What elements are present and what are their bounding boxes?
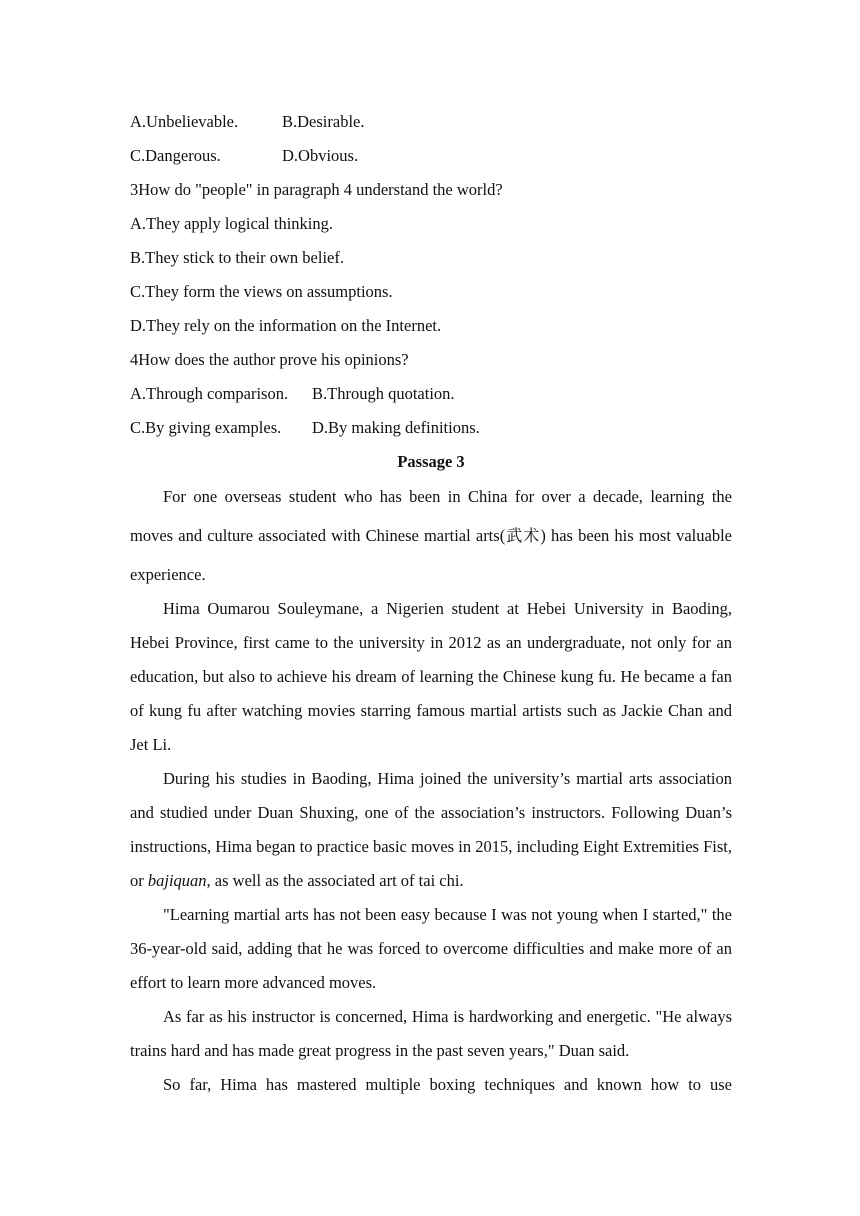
- q4-option-a: A.Through comparison.: [130, 384, 289, 403]
- q3-option-a: A.They apply logical thinking.: [130, 214, 334, 233]
- passage-paragraph-5: As far as his instructor is concerned, Hima is hardworking and energetic. "He always trains hard and has made great progress in the past seven years," Duan said.: [130, 1007, 732, 1060]
- p1-text-start: For one overseas student who has been in China for over a decade, learning the moves and culture associated with Chinese martial arts(: [130, 487, 732, 545]
- passage-paragraph-3: [130, 762, 732, 898]
- passage-title: Passage 3: [397, 452, 465, 471]
- p1-cjk-term: 武术: [505, 526, 541, 545]
- q4-option-b: B.Through quotation.: [312, 384, 455, 403]
- q2-option-c: C.Dangerous.: [130, 146, 221, 165]
- q4-question: 4How does the author prove his opinions?: [130, 350, 409, 369]
- q4-options-row-1: [130, 381, 732, 415]
- p1-text-end: ) has been his most valuable experience.: [130, 526, 732, 584]
- q3-option-d: D.They rely on the information on the Internet.: [130, 316, 442, 335]
- q4-option-d: D.By making definitions.: [312, 418, 480, 437]
- q3-question: 3How do "people" in paragraph 4 understand the world?: [130, 180, 503, 199]
- passage-paragraph-2: Hima Oumarou Souleymane, a Nigerien student at Hebei University in Baoding, Hebei Province, first came to the university in 2012 as an undergraduate, not only for an education, but also to achieve his dream of learning the Chinese kung fu. He became a fan of kung fu after watching movies starring famous martial artists such as Jackie Chan and Jet Li.: [130, 599, 732, 754]
- q3-option-c: C.They form the views on assumptions.: [130, 282, 393, 301]
- passage-paragraph-6: So far, Hima has mastered multiple boxing techniques and known how to use: [163, 1075, 732, 1094]
- p3-italic-term: bajiquan: [147, 871, 207, 890]
- passage-paragraph-4: "Learning martial arts has not been easy because I was not young when I started," the 36-year-old said, adding that he was forced to overcome difficulties and make more of an effort to learn more advanced moves.: [130, 905, 732, 992]
- q2-option-a: A.Unbelievable.: [130, 112, 239, 131]
- q2-options-row-2: [130, 143, 732, 177]
- q2-option-d: D.Obvious.: [282, 146, 359, 165]
- p3-text-end: , as well as the associated art of tai chi.: [206, 871, 464, 890]
- q2-options-row-1: [130, 109, 732, 143]
- q3-option-b: B.They stick to their own belief.: [130, 248, 344, 267]
- q4-options-row-2: [130, 415, 732, 449]
- document-content: [130, 109, 732, 1102]
- q4-option-c: C.By giving examples.: [130, 418, 282, 437]
- q2-option-b: B.Desirable.: [282, 112, 365, 131]
- passage-paragraph-1: [130, 477, 732, 594]
- p3-text-start: During his studies in Baoding, Hima joined the university’s martial arts association and studied under Duan Shuxing, one of the association’s instructors. Following Duan’s instructions, Hima began to practice basic moves in 2015, including Eight Extremities Fist, or: [130, 769, 732, 890]
